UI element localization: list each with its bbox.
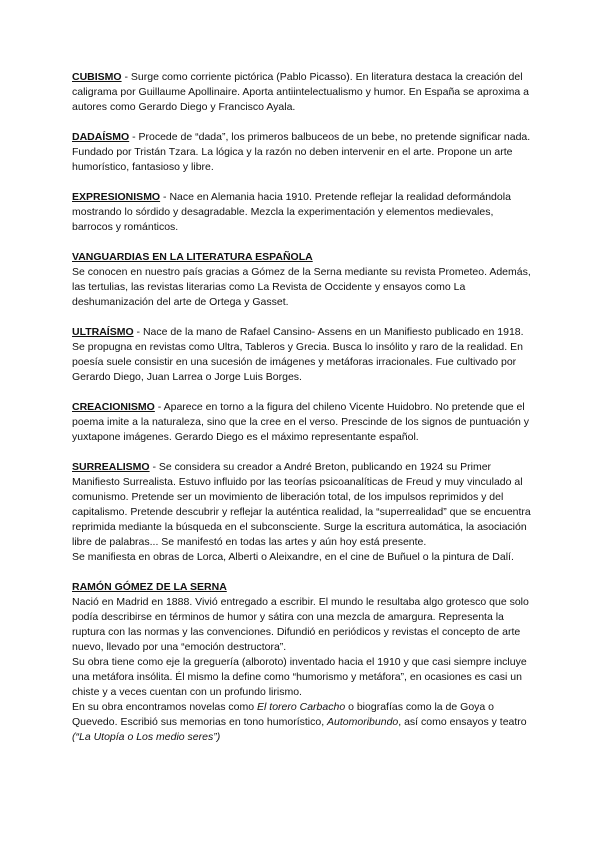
heading-vanguardias: VANGUARDIAS EN LA LITERATURA ESPAÑOLA <box>72 251 313 263</box>
term-ultraismo: ULTRAÍSMO <box>72 326 134 338</box>
term-expresionismo: EXPRESIONISMO <box>72 191 161 203</box>
paragraph-surrealismo-2: Se manifiesta en obras de Lorca, Alberti o Aleixandre, en el cine de Buñuel o la pintura de Dalí. <box>72 551 514 563</box>
title-torero-carbacho: El torero Carbacho <box>257 701 346 713</box>
section-cubismo <box>72 70 534 115</box>
document-page <box>72 70 534 760</box>
ramon-text-c: o biografías como la de Goya o Quevedo. Escribió sus memorias en tono humorístico, <box>72 701 495 728</box>
section-ramon <box>72 580 534 745</box>
ramon-text-e: , así como ensayos y teatro <box>398 716 527 728</box>
section-dadaismo <box>72 130 534 175</box>
text-ultraismo: - Nace de la mano de Rafael Cansino- Assens en un Manifiesto publicado en 1918. Se propugna en revistas como Ultra, Tableros y Grecia. Busca lo insólito y raro de la realidad. En poesía suele consistir en una sucesión de imágenes y metáforas irracionales. Fue cultivado por Gerardo Diego, Juan Larrea o Jorge Luis Borges. <box>72 326 524 383</box>
section-creacionismo <box>72 400 534 445</box>
section-vanguardias <box>72 250 534 310</box>
paragraph-dadaismo <box>72 130 534 175</box>
term-creacionismo: CREACIONISMO <box>72 401 155 413</box>
text-creacionismo: - Aparece en torno a la figura del chileno Vicente Huidobro. No pretende que el poema imite a la naturaleza, sino que la cree en el verso. Prescinde de los signos de puntuación y yuxtapone imágenes. Gerardo Diego es el máximo representante español. <box>72 401 530 443</box>
term-cubismo: CUBISMO <box>72 71 122 83</box>
title-la-utopia: (“La Utopía o Los medio seres”) <box>72 731 221 743</box>
paragraph-surrealismo <box>72 460 534 550</box>
paragraph-ultraismo <box>72 325 534 385</box>
term-surrealismo: SURREALISMO <box>72 461 150 473</box>
ramon-text-a: En su obra encontramos novelas como <box>72 701 258 713</box>
paragraph-ramon-2: Su obra tiene como eje la greguería (alboroto) inventado hacia el 1910 y que casi siempre incluye una metáfora insólita. Él mismo la define como “humorismo y metáfora”, en ocasiones es casi un chiste y a veces cuentan con un profundo lirismo. <box>72 656 527 698</box>
text-expresionismo: - Nace en Alemania hacia 1910. Pretende reflejar la realidad deformándola mostrando lo sórdido y desagradable. Mezcla la experimentación y elementos medievales, barrocos y románticos. <box>72 191 511 233</box>
paragraph-creacionismo <box>72 400 534 445</box>
paragraph-expresionismo <box>72 190 534 235</box>
section-ultraismo <box>72 325 534 385</box>
title-automoribundo: Automoribundo <box>327 716 399 728</box>
term-dadaismo: DADAÍSMO <box>72 131 130 143</box>
paragraph-ramon-3 <box>72 700 534 745</box>
text-surrealismo-1: - Se considera su creador a André Breton, publicando en 1924 su Primer Manifiesto Surrealista. Estuvo influido por las teorías psicoanalíticas de Freud y muy vinculado al comunismo. Pretende ser un movimiento de liberación total, de los impulsos reprimidos y del capitalismo. Pretende descubrir y reflejar la auténtica realidad, la “superrealidad” que se encuentra reprimida mediante la búsqueda en el subconsciente. Surge la escritura automática, la asociación libre de palabras... Se manifestó en todas las artes y aún hoy está presente. <box>72 461 531 548</box>
paragraph-cubismo <box>72 70 534 115</box>
paragraph-vanguardias: Se conocen en nuestro país gracias a Gómez de la Serna mediante su revista Prometeo. Además, las tertulias, las revistas literarias como La Revista de Occidente y ensayos como La deshumanización del arte de Ortega y Gasset. <box>72 266 531 308</box>
text-dadaismo: - Procede de “dada”, los primeros balbuceos de un bebe, no pretende significar nada. Fundado por Tristán Tzara. La lógica y la razón no deben intervenir en el arte. Propone un arte humorístico, fantasioso y libre. <box>72 131 531 173</box>
section-surrealismo <box>72 460 534 565</box>
section-expresionismo <box>72 190 534 235</box>
heading-ramon: RAMÓN GÓMEZ DE LA SERNA <box>72 581 227 593</box>
paragraph-ramon-1: Nació en Madrid en 1888. Vivió entregado a escribir. El mundo le resultaba algo grotesco que solo podía describirse en términos de humor y sátira con una mezcla de amargura. Representa la ruptura con las normas y las convenciones. Difundió en periódicos y revistas el concepto de arte nuevo, llevado por una “emoción destructora”. <box>72 596 529 653</box>
text-cubismo: - Surge como corriente pictórica (Pablo Picasso). En literatura destaca la creación del caligrama por Guillaume Apollinaire. Aporta antiintelectualismo y humor. En España se aproxima a autores como Gerardo Diego y Francisco Ayala. <box>72 71 529 113</box>
